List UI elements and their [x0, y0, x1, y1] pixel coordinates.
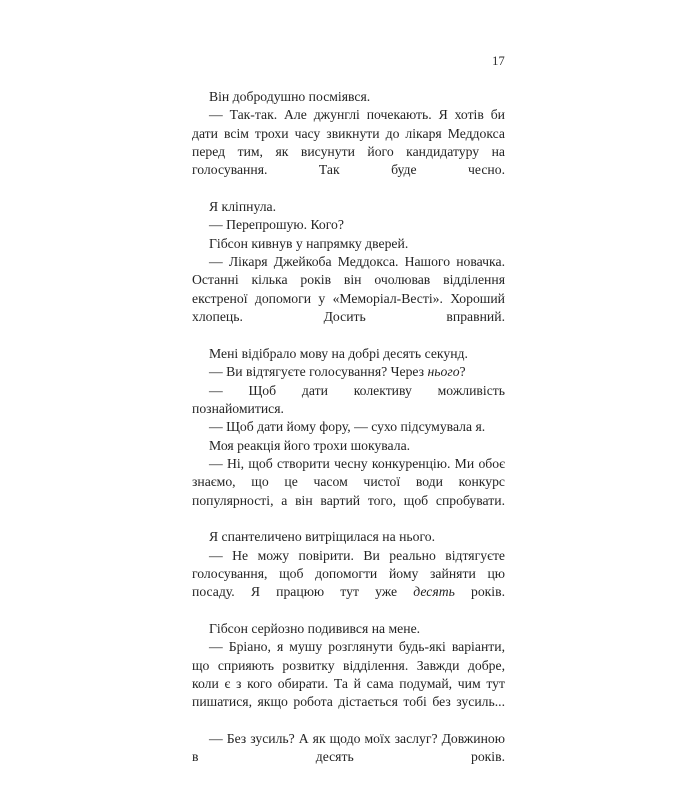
emphasis-text: десять — [413, 584, 455, 600]
paragraph-text: Гібсон серйозно подивився на мене. — [209, 620, 421, 636]
paragraph-text: — Бріано, я мушу розглянути будь-які варіанти, що сприяють розвитку відділення. Завжди добре, коли є з кого обирати. Та й сама подумай, чим тут пишатися, якщо робота дістається тобі без зусиль... — [192, 639, 505, 710]
paragraph-text: Моя реакція його трохи шокувала. — [209, 437, 411, 453]
paragraph — [192, 638, 505, 730]
paragraph — [192, 418, 505, 436]
paragraph — [192, 363, 505, 381]
paragraph — [192, 620, 505, 638]
paragraph — [192, 437, 505, 455]
paragraph-text: — Так-так. Але джунглі почекають. Я хотів би дати всім трохи часу звикнути до лікаря Меддокса перед тим, як висунути його кандидатуру на голосування. Так буде чесно. — [192, 107, 505, 178]
paragraph-text: — Не можу повірити. Ви реально відтягуєте голосування, щоб допомогти йому зайняти цю посаду. Я працюю тут уже — [192, 547, 505, 600]
paragraph-text: — Ні, щоб створити чесну конкуренцію. Ми обоє знаємо, що це часом чистої води конкурс популярності, а він вартий того, щоб спробувати. — [192, 455, 505, 508]
paragraph — [192, 235, 505, 253]
paragraph-text-tail: ? — [459, 364, 466, 380]
paragraph — [192, 345, 505, 363]
paragraph-text: Мені відібрало мову на добрі десять секунд. — [209, 345, 468, 361]
page-number: 17 — [492, 54, 505, 68]
paragraph — [192, 730, 505, 785]
paragraph — [192, 88, 505, 106]
paragraph-text: — Ви відтягуєте голосування? Через — [209, 364, 428, 380]
paragraph — [192, 198, 505, 216]
paragraph-text: Я спантеличено витріщилася на нього. — [209, 529, 436, 545]
paragraph-text: Він добродушно посміявся. — [209, 89, 371, 104]
paragraph-text: — Перепрошую. Кого? — [209, 217, 344, 233]
paragraph-text: — Лікаря Джейкоба Меддокса. Нашого новачка. Останні кілька років він очолював відділення екстреної допомоги у «Меморіал-Весті». Хороший хлопець. Досить вправний. — [192, 254, 505, 325]
paragraph-text: — Щоб дати йому фору, — сухо підсумувала я. — [209, 419, 486, 435]
paragraph-text: — Без зусиль? А як щодо моїх заслуг? Довжиною в десять років. — [192, 731, 505, 765]
paragraph-text: Гібсон кивнув у напрямку дверей. — [209, 235, 409, 251]
paragraph-text-tail: років. — [454, 584, 505, 600]
page-text-block — [192, 88, 505, 785]
paragraph — [192, 216, 505, 234]
emphasis-text: нього — [427, 364, 460, 380]
paragraph-text: — Щоб дати колективу можливість познайомитися. — [192, 382, 505, 416]
paragraph — [192, 547, 505, 620]
paragraph — [192, 382, 505, 419]
paragraph — [192, 253, 505, 345]
paragraph — [192, 528, 505, 546]
paragraph — [192, 455, 505, 528]
paragraph — [192, 106, 505, 198]
paragraph-text: Я кліпнула. — [209, 199, 277, 215]
